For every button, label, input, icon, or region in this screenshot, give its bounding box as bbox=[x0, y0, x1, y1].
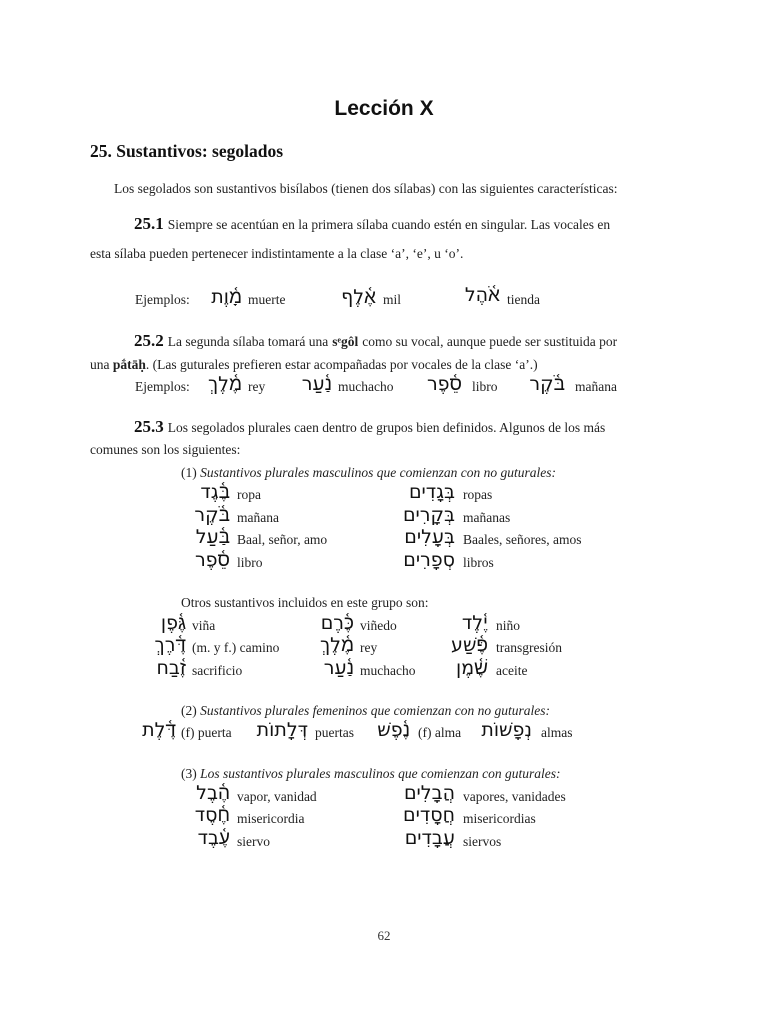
hebrew-word: סֵ֫פֶר bbox=[426, 373, 462, 395]
group-1-heading bbox=[181, 465, 556, 481]
paragraph-25-1-line2: esta sílaba pueden pertenecer indistintamente a la clase ‘a’, ‘e’, u ‘o’. bbox=[90, 246, 464, 261]
paragraph-25-3-line2: comunes son los siguientes: bbox=[90, 442, 241, 457]
hebrew-singular: עֶ֫בֶד bbox=[197, 827, 230, 849]
group-title: Sustantivos plurales masculinos que comienzan con no guturales: bbox=[200, 465, 556, 480]
paragraph-number: 25.1 bbox=[134, 214, 164, 233]
translation: muerte bbox=[248, 292, 286, 307]
translation: (m. y f.) camino bbox=[192, 640, 280, 655]
singular-translation: Baal, señor, amo bbox=[237, 532, 328, 547]
hebrew-word: שֶׁ֫מֶן bbox=[456, 657, 488, 679]
translation: viña bbox=[192, 618, 216, 633]
paragraph-number: 25.3 bbox=[134, 417, 164, 436]
hebrew-plural: הֲבָלִים bbox=[403, 782, 455, 804]
hebrew-singular: הֶ֫בֶל bbox=[196, 782, 230, 804]
hebrew-word: דֶּ֫רֶךְ bbox=[154, 634, 186, 656]
plural-translation: vapores, vanidades bbox=[463, 789, 566, 804]
term-patah: pắtāḥ bbox=[112, 357, 146, 372]
plural-translation: Baales, señores, amos bbox=[463, 532, 582, 547]
singular-translation: ropa bbox=[237, 487, 261, 502]
hebrew-plural: בְּגָדִים bbox=[408, 481, 455, 503]
group-3-heading bbox=[181, 766, 561, 782]
plural-translation: mañanas bbox=[463, 510, 511, 525]
singular-translation: misericordia bbox=[237, 811, 305, 826]
paragraph-25-3-line1 bbox=[134, 417, 605, 437]
translation: muchacho bbox=[360, 663, 416, 678]
group-title: Los sustantivos plurales masculinos que comienzan con guturales: bbox=[200, 766, 561, 781]
plural-translation: misericordias bbox=[463, 811, 536, 826]
hebrew-plural: בְּקָרִים bbox=[402, 504, 455, 526]
page-title: Lección X bbox=[334, 97, 434, 120]
group-2-heading bbox=[181, 703, 550, 719]
page-number: 62 bbox=[377, 928, 391, 943]
paragraph-number: 25.2 bbox=[134, 331, 164, 350]
hebrew-word: גֶּ֫פֶן bbox=[160, 612, 186, 634]
hebrew-word: נֶ֫פֶשׁ bbox=[377, 719, 410, 741]
translation: mañana bbox=[575, 379, 617, 394]
hebrew-word: נַ֫עַר bbox=[323, 657, 354, 679]
translation: (f) alma bbox=[418, 725, 462, 740]
hebrew-word: נַ֫עַר bbox=[301, 373, 332, 395]
hebrew-plural: בְּעָלִים bbox=[404, 526, 455, 548]
singular-translation: mañana bbox=[237, 510, 279, 525]
paragraph-25-2-line1 bbox=[134, 331, 617, 351]
paragraph-text: Los segolados plurales caen dentro de grupos bien definidos. Algunos de los más bbox=[167, 420, 606, 435]
hebrew-singular: בֹּ֫קֶר bbox=[194, 504, 230, 526]
hebrew-word: זֶ֫בַח bbox=[156, 657, 186, 679]
singular-translation: libro bbox=[237, 555, 263, 570]
paragraph-text: . (Las guturales prefieren estar acompañadas por vocales de la clase ‘a’.) bbox=[145, 357, 538, 372]
hebrew-singular: בַּ֫עַל bbox=[195, 526, 230, 548]
hebrew-word: דֶּ֫לֶת bbox=[142, 719, 176, 741]
hebrew-word: אֶ֫לֶף bbox=[341, 286, 376, 308]
translation: mil bbox=[383, 292, 402, 307]
translation: almas bbox=[541, 725, 573, 740]
hebrew-word: יֶ֫לֶד bbox=[461, 612, 488, 634]
paragraph-text: como su vocal, aunque puede ser sustituida por bbox=[362, 334, 618, 349]
others-heading: Otros sustantivos incluidos en este grupo son: bbox=[181, 595, 429, 610]
hebrew-plural: עֲבָדִים bbox=[404, 827, 455, 849]
translation: viñedo bbox=[360, 618, 397, 633]
translation: transgresión bbox=[496, 640, 562, 655]
translation: tienda bbox=[507, 292, 540, 307]
singular-translation: vapor, vanidad bbox=[237, 789, 317, 804]
paragraph-text: una bbox=[90, 357, 110, 372]
hebrew-singular: בֶּ֫גֶד bbox=[200, 481, 230, 503]
paragraph-25-1-line1 bbox=[134, 214, 610, 234]
plural-translation: libros bbox=[463, 555, 494, 570]
paragraph-25-2-line2 bbox=[90, 357, 538, 373]
translation: muchacho bbox=[338, 379, 394, 394]
translation: puertas bbox=[315, 725, 354, 740]
translation: niño bbox=[496, 618, 521, 633]
hebrew-word: כֶּ֫רֶם bbox=[320, 612, 354, 634]
hebrew-word: דְּלָתוֹת bbox=[256, 719, 308, 741]
translation: aceite bbox=[496, 663, 528, 678]
hebrew-plural: חֲסָדִים bbox=[403, 804, 455, 826]
group-title: Sustantivos plurales femeninos que comienzan con no guturales: bbox=[200, 703, 550, 718]
hebrew-singular: חֶ֫סֶד bbox=[194, 804, 230, 826]
hebrew-plural: סְפָרִים bbox=[403, 549, 455, 571]
translation: sacrificio bbox=[192, 663, 243, 678]
examples-label: Ejemplos: bbox=[135, 292, 190, 307]
plural-translation: siervos bbox=[463, 834, 502, 849]
intro-paragraph: Los segolados son sustantivos bisílabos (tienen dos sílabas) con las siguientes características: bbox=[114, 181, 618, 196]
translation: libro bbox=[472, 379, 498, 394]
hebrew-word: בֹּ֫קֶר bbox=[529, 373, 565, 395]
group-number: (1) bbox=[181, 465, 197, 480]
hebrew-singular: סֵ֫פֶר bbox=[194, 549, 230, 571]
hebrew-word: מֶ֫לֶךְ bbox=[207, 373, 242, 395]
hebrew-word: נְפָשׁוֹת bbox=[481, 719, 532, 741]
hebrew-word: פֶּ֫שַׁע bbox=[451, 634, 488, 656]
examples-label: Ejemplos: bbox=[135, 379, 190, 394]
term-segol: sᵉgôl bbox=[332, 334, 359, 349]
hebrew-word: מֶ֫לֶךְ bbox=[319, 634, 354, 656]
translation: (f) puerta bbox=[181, 725, 232, 740]
group-number: (2) bbox=[181, 703, 197, 718]
singular-translation: siervo bbox=[237, 834, 270, 849]
paragraph-text: Siempre se acentúan en la primera sílaba cuando estén en singular. Las vocales en bbox=[167, 217, 611, 232]
hebrew-word: אֹ֫הֶל bbox=[464, 284, 500, 306]
section-heading: 25. Sustantivos: segolados bbox=[90, 141, 284, 161]
paragraph-text: La segunda sílaba tomará una bbox=[167, 334, 329, 349]
translation: rey bbox=[248, 379, 266, 394]
translation: rey bbox=[360, 640, 378, 655]
group-number: (3) bbox=[181, 766, 197, 781]
plural-translation: ropas bbox=[463, 487, 493, 502]
hebrew-word: מָ֫וֶת bbox=[211, 286, 242, 308]
